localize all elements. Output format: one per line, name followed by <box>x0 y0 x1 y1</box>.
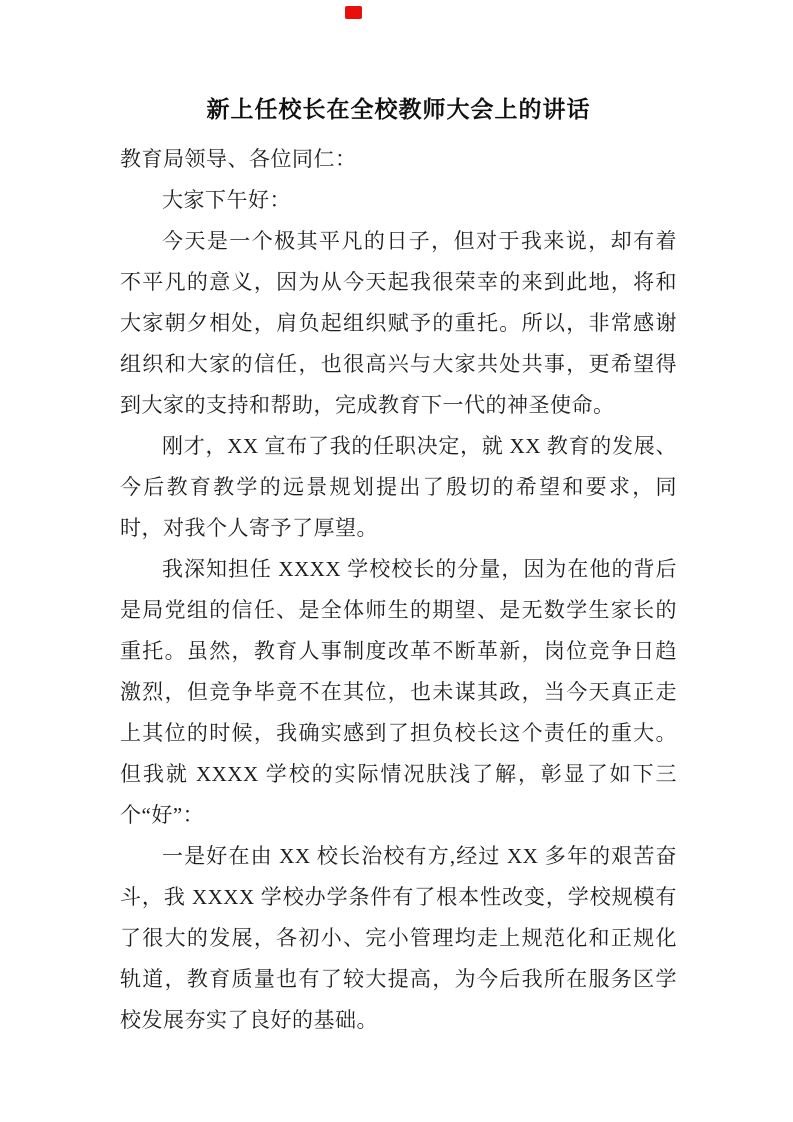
red-marker-icon <box>345 6 362 19</box>
paragraph-appointment: 刚才，XX 宣布了我的任职决定，就 XX 教育的发展、今后教育教学的远景规划提出了殷切的希望和要求，同时，对我个人寄予了厚望。 <box>120 434 677 540</box>
paragraph-first-good: 一是好在由 XX 校长治校有方,经过 XX 多年的艰苦奋斗，我 XXXX 学校办学条件有了根本性改变，学校规模有了很大的发展，各初小、完小管理均走上规范化和正规化轨道，教育质量也有了较大提高，为今后我所在服务区学校发展夯实了良好的基础。 <box>120 844 677 1032</box>
greeting-line: 大家下午好： <box>162 188 291 212</box>
document-title: 新上任校长在全校教师大会上的讲话 <box>206 96 591 122</box>
salutation-line: 教育局领导、各位同仁： <box>120 147 357 171</box>
paragraph-intro: 今天是一个极其平凡的日子，但对于我来说，却有着不平凡的意义，因为从今天起我很荣幸的来到此地，将和大家朝夕相处，肩负起组织赋予的重托。所以，非常感谢组织和大家的信任，也很高兴与大家共处共事，更希望得到大家的支持和帮助，完成教育下一代的神圣使命。 <box>120 229 677 417</box>
paragraph-responsibility: 我深知担任 XXXX 学校校长的分量，因为在他的背后是局党组的信任、是全体师生的期望、是无数学生家长的重托。虽然，教育人事制度改革不断革新，岗位竞争日趋激烈，但竞争毕竟不在其位，也未谋其政，当今天真正走上其位的时候，我确实感到了担负校长这个责任的重大。但我就 XXXX 学校的实际情况肤浅了解，彰显了如下三个“好”： <box>120 557 677 827</box>
document-content <box>120 92 677 1041</box>
